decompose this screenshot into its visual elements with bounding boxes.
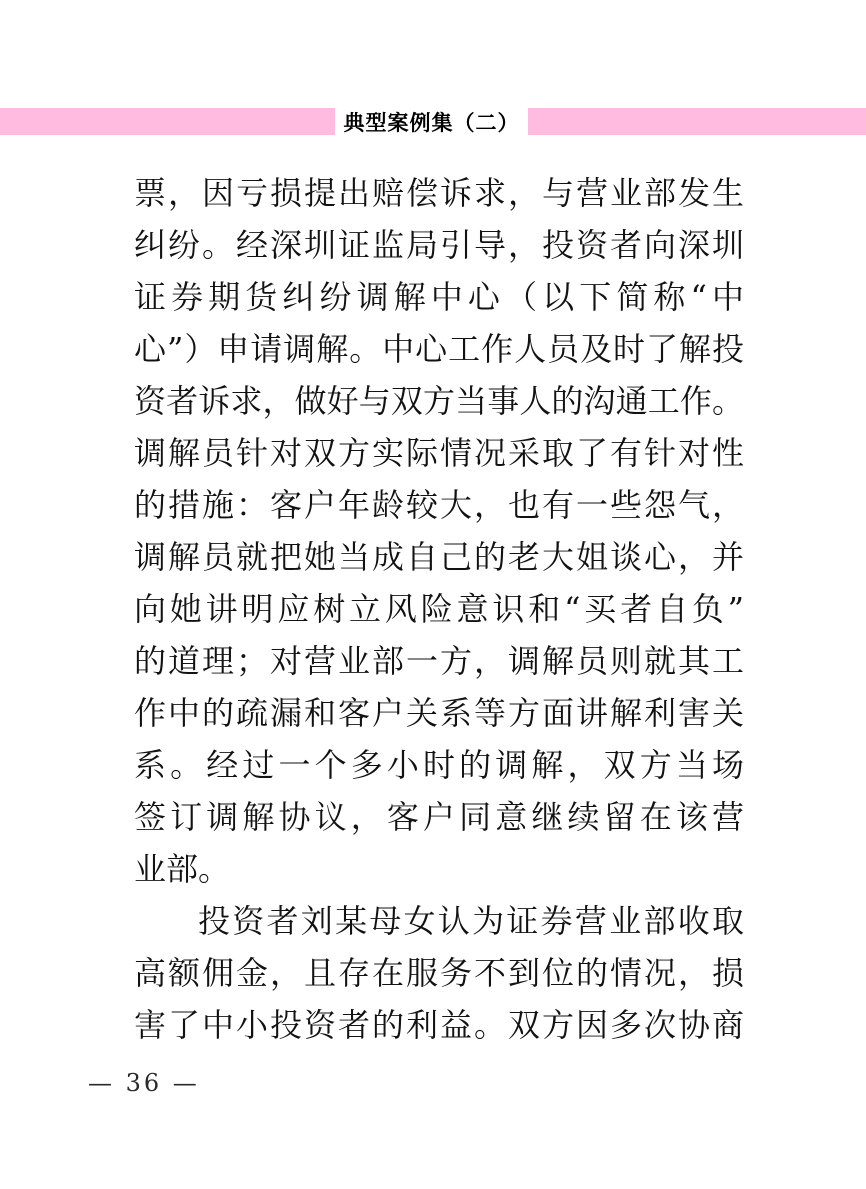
text-line: 心”）申请调解。中心工作人员及时了解投 bbox=[134, 330, 744, 368]
text-line: 害了中小投资者的利益。双方因多次协商 bbox=[134, 1006, 744, 1044]
text-line: 的措施：客户年龄较大，也有一些怨气， bbox=[134, 486, 744, 524]
page-footer bbox=[88, 1066, 200, 1100]
text-line: 纠纷。经深圳证监局引导，投资者向深圳 bbox=[134, 226, 744, 264]
text-line: 签订调解协议，客户同意继续留在该营 bbox=[134, 798, 744, 836]
text-line: 向她讲明应树立风险意识和“买者自负” bbox=[134, 590, 744, 628]
header-bar-right bbox=[528, 108, 866, 135]
running-head-box bbox=[335, 107, 528, 137]
page-number: — 36 — bbox=[88, 1069, 200, 1097]
text-line: 调解员针对双方实际情况采取了有针对性 bbox=[134, 434, 744, 472]
text-line: 作中的疏漏和客户关系等方面讲解利害关 bbox=[134, 694, 744, 732]
text-line: 调解员就把她当成自己的老大姐谈心，并 bbox=[134, 538, 744, 576]
text-line: 投资者刘某母女认为证券营业部收取 bbox=[198, 902, 744, 940]
text-line: 业部。 bbox=[134, 850, 231, 888]
text-line: 的道理；对营业部一方，调解员则就其工 bbox=[134, 642, 744, 680]
text-line: 证券期货纠纷调解中心（以下简称“中 bbox=[134, 278, 744, 316]
running-head-title: 典型案例集（二） bbox=[343, 110, 520, 135]
text-line: 高额佣金，且存在服务不到位的情况，损 bbox=[134, 954, 744, 992]
header-bar-left bbox=[0, 108, 335, 135]
text-line: 系。经过一个多小时的调解，双方当场 bbox=[134, 746, 744, 784]
text-line: 票，因亏损提出赔偿诉求，与营业部发生 bbox=[134, 174, 744, 212]
text-line: 资者诉求，做好与双方当事人的沟通工作。 bbox=[134, 382, 744, 420]
body-text-block bbox=[134, 167, 744, 1051]
page-header bbox=[0, 108, 866, 135]
